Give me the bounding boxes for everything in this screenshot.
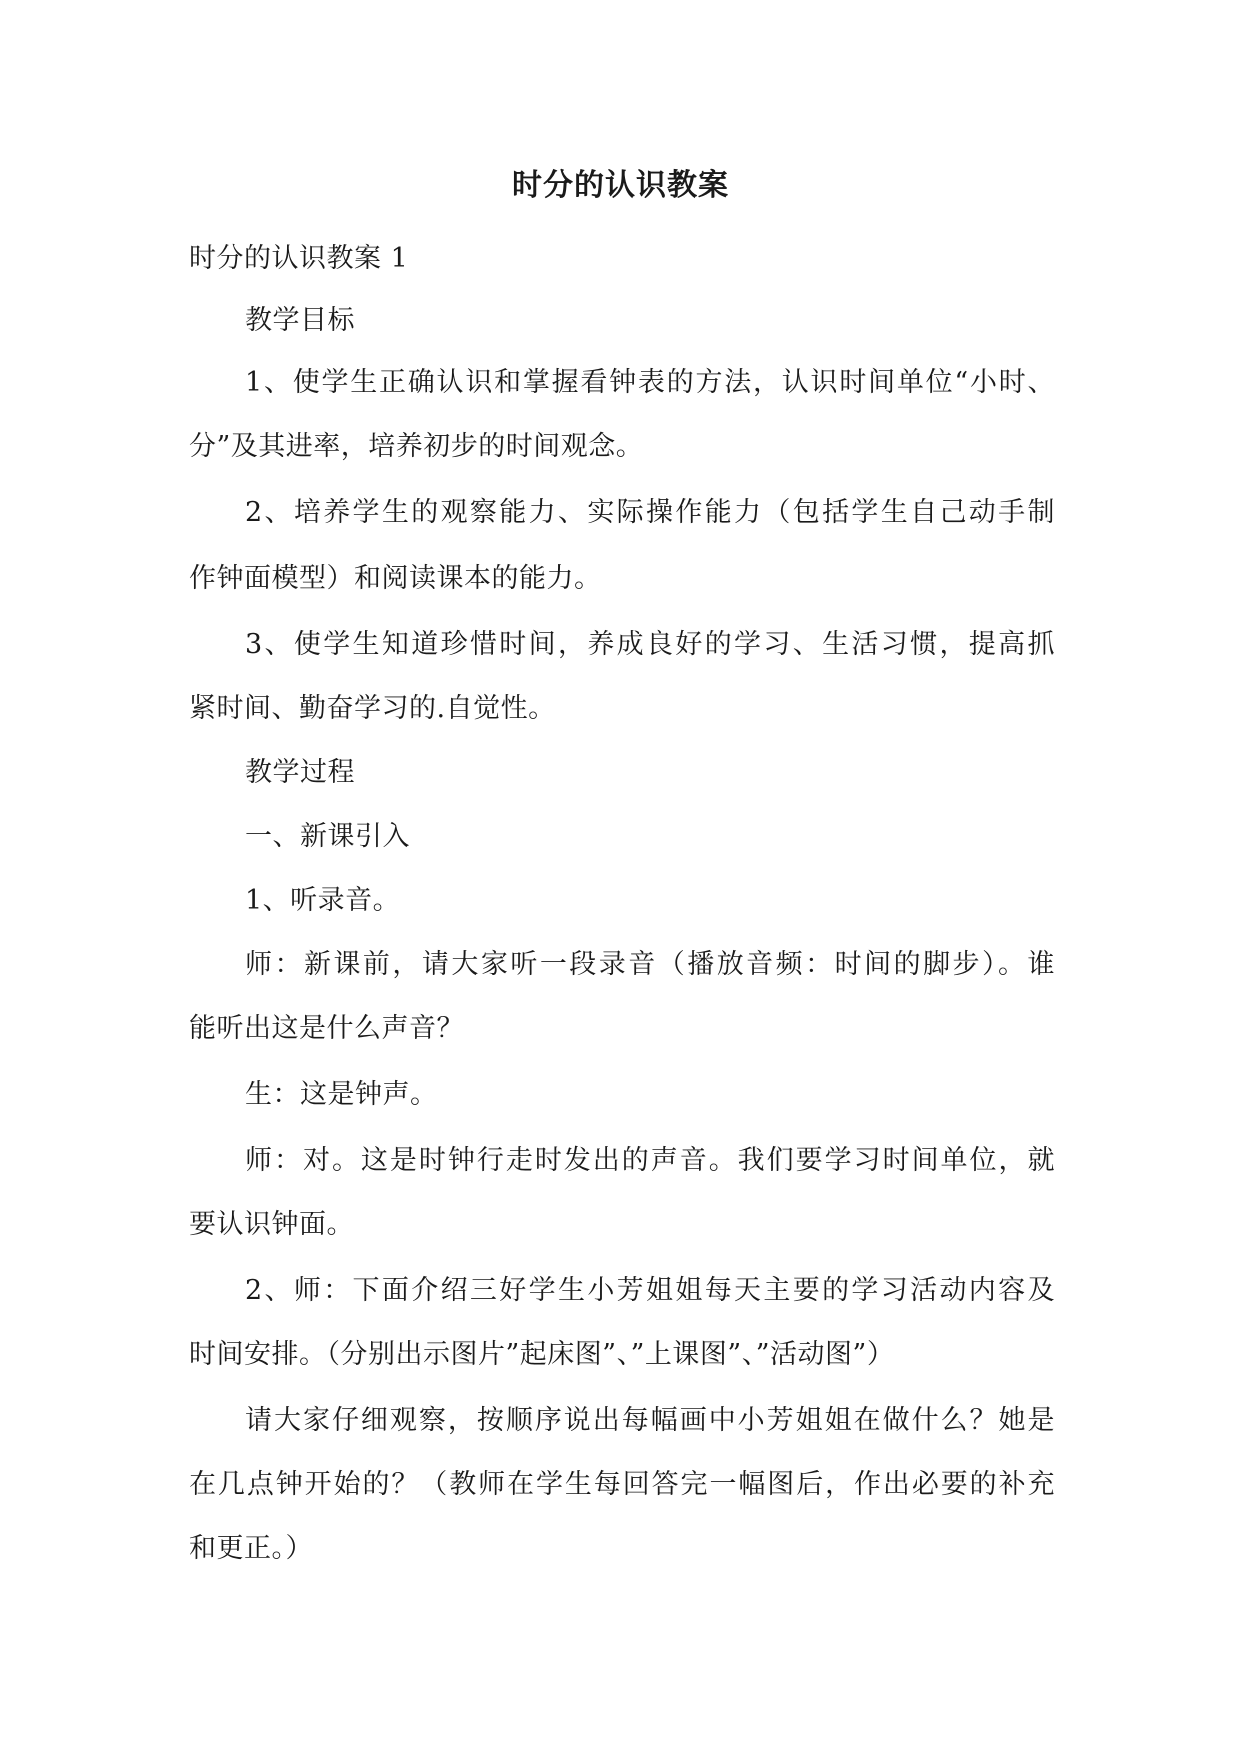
paragraph-line: 和更正。） bbox=[189, 1533, 313, 1564]
paragraph-line: 1、使学生正确认识和掌握看钟表的方法，认识时间单位“小时、 bbox=[245, 367, 1055, 398]
paragraph-line: 3、使学生知道珍惜时间，养成良好的学习、生活习惯，提高抓 bbox=[245, 629, 1055, 660]
paragraph-line: 紧时间、勤奋学习的.自觉性。 bbox=[189, 693, 556, 724]
paragraph-line: 时间安排。（分别出示图片”起床图”、”上课图”、”活动图”） bbox=[189, 1339, 895, 1370]
subheading-process: 教学过程 bbox=[245, 757, 355, 788]
document-title: 时分的认识教案 bbox=[512, 168, 729, 203]
paragraph-line: 一、新课引入 bbox=[245, 821, 410, 852]
paragraph-line: 师：新课前，请大家听一段录音（播放音频：时间的脚步）。谁 bbox=[245, 949, 1055, 980]
paragraph-line: 2、师：下面介绍三好学生小芳姐姐每天主要的学习活动内容及 bbox=[245, 1275, 1055, 1306]
paragraph-line: 师：对。这是时钟行走时发出的声音。我们要学习时间单位，就 bbox=[245, 1145, 1055, 1176]
paragraph-line: 作钟面模型）和阅读课本的能力。 bbox=[189, 563, 602, 594]
paragraph-line: 1、听录音。 bbox=[245, 885, 401, 916]
paragraph-line: 要认识钟面。 bbox=[189, 1209, 354, 1240]
paragraph-line: 生：这是钟声。 bbox=[245, 1079, 438, 1110]
subheading-objectives: 教学目标 bbox=[245, 305, 355, 336]
paragraph-line: 能听出这是什么声音？ bbox=[189, 1013, 464, 1044]
paragraph-line: 请大家仔细观察，按顺序说出每幅画中小芳姐姐在做什么？她是 bbox=[245, 1405, 1055, 1436]
paragraph-line: 在几点钟开始的？（教师在学生每回答完一幅图后，作出必要的补充 bbox=[189, 1469, 1055, 1500]
paragraph-line: 2、培养学生的观察能力、实际操作能力（包括学生自己动手制 bbox=[245, 497, 1055, 528]
section-heading: 时分的认识教案 1 bbox=[189, 243, 409, 274]
paragraph-line: 分”及其进率，培养初步的时间观念。 bbox=[189, 431, 644, 462]
